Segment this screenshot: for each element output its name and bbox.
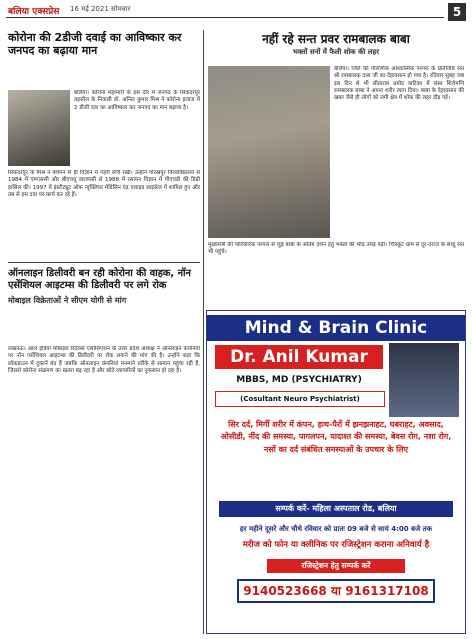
doctor-degrees: MBBS, MD (PSYCHIATRY) (236, 375, 362, 385)
registration-label: रजिस्ट्रेशन हेतु सम्पर्क करें (267, 559, 405, 573)
masthead: बलिया एक्सप्रेस (8, 7, 60, 17)
column-divider (203, 30, 204, 634)
story1-divider (8, 262, 200, 263)
clinic-services: सिर दर्द, मिर्गी शरीर में कंपन, हाथ-पैरों में झनझनाहट, घबराहट, अवसाद, ओसीडी, नींद की समस्या, पागलपन, यादाश्त की समस्या, बेवस रोग, नशा रोग, नसों का दर्द संबंधित समस्याओं के उपचार के लिए (220, 420, 452, 454)
page-number: 5 (448, 3, 466, 21)
doctor-name: Dr. Anil Kumar (215, 345, 383, 369)
page-header (6, 3, 466, 25)
story1-lead: बलिया। कोरोना महामारी के इस दौर में जनपद के सिकंदरपुर तहसील के निवासी डॉ. अनिल कुमार मिश्र ने कोरोना इलाज में 2 डीजी दवा का आविष्कार कर जनपद का मान बढ़ाया है। (74, 90, 200, 111)
clinic-timing: हर महीने दूसरे और चौथे रविवार को प्रातः 09 बजे से सायं 4:00 बजे तक (239, 525, 433, 533)
story1-headline: कोरोना की 2डीजी दवाई का आविष्कार कर जनपद का बढ़ाया मान (8, 31, 182, 57)
clinic-address: सम्पर्क करें- महिला अस्पताल रोड, बलिया (219, 501, 453, 517)
story3-body: लखनऊ। आल इंडिया मोबाइल रिटेलर्स एसोसिएशन के उत्तर प्रदेश अध्यक्ष ने ऑनलाइन कंपनियों पर नॉन एसेंशियल आइटम्स की डिलीवरी पर रोक लगाने की मांग की है। उन्होंने कहा कि लॉकडाउन में दुकानें बंद हैं जबकि ऑनलाइन कंपनियां मनमाने तरीके से सामान पहुंचा रही हैं, जिससे कोरोना संक्रमण का खतरा बढ़ रहा है और छोटे व्यापारियों का नुकसान हो रहा है। (8, 346, 200, 374)
story2-subhead: भक्तों सनों में फैली शोक की लहर (292, 48, 380, 57)
story2-headline: नहीं रहे सन्त प्रवर रामबालक बाबा (262, 32, 410, 46)
registration-note: मरीज को फोन या क्लीनिक पर रजिस्ट्रेशन कराना अनिवार्य है (242, 540, 430, 550)
story-2dg-drug (8, 32, 200, 58)
story-online-delivery (8, 268, 200, 306)
header-rule (6, 17, 444, 18)
story-rambalak-baba (208, 32, 464, 57)
clinic-advertisement (206, 310, 466, 634)
doctor-specialty: (Cosultant Neuro Psychiatrist) (215, 391, 385, 407)
story1-body: सिकंदरपुर के मिश्र ने बचपन से ही विज्ञान में गहरी रुचि रखी। उन्होंने गोरखपुर विश्वविद्यालय से 1984 में एमएससी और बीएचयू वाराणसी से 1988 में रसायन विज्ञान में पीएचडी की डिग्री हासिल की। 1997 में इंस्टीट्यूट ऑफ न्यूक्लियर मेडिसिन एंड एलाइड साइंसेज में शामिल हुए और तब से इस दवा पर कार्य कर रहे हैं। (8, 170, 200, 198)
scientist-photo (8, 90, 70, 166)
story2-body-more: मुख्यमंत्री की पारिवारिक परंपरा से जुड़े बाबा के अंतिम दर्शन हेतु भक्तों की भीड़ उमड़ पड़ी। चित्रकूट धाम से दूर-दराज़ के साधु संत भी पहुंचे। (208, 242, 464, 256)
phone-numbers: 9140523668 या 9161317108 (237, 579, 435, 603)
issue-date: 16 मई 2021 सोमवार (70, 5, 131, 13)
baba-photo (208, 66, 330, 238)
doctor-portrait (389, 343, 459, 417)
story2-body: बलिया। जिले की पौराणिक आध्यात्मिक परंपरा के प्रतिनिधि संत श्री रामबालक दास जी का देहावसान हो गया है। रविवार सुबह जब इस दिन से भी सीताराम प्रमोद वाटिका में संस्त शिरोमणि रामबालक बाबा ने अपना शरीर त्याग दिया। बाबा के देहावसान की खबर जैसे ही लोगों को लगी क्षेत्र में शोक की लहर दौड़ गई। (334, 66, 464, 102)
story3-subhead: मोबाइल विक्रेताओं ने सीएम योगी से मांग (8, 296, 127, 306)
story3-headline: ऑनलाइन डिलीवरी बन रही कोरोना की वाहक, नॉन एसेंशियल आइटम्स की डिलीवरी पर लगे रोक (8, 268, 191, 291)
clinic-name: Mind & Brain Clinic (207, 315, 465, 341)
